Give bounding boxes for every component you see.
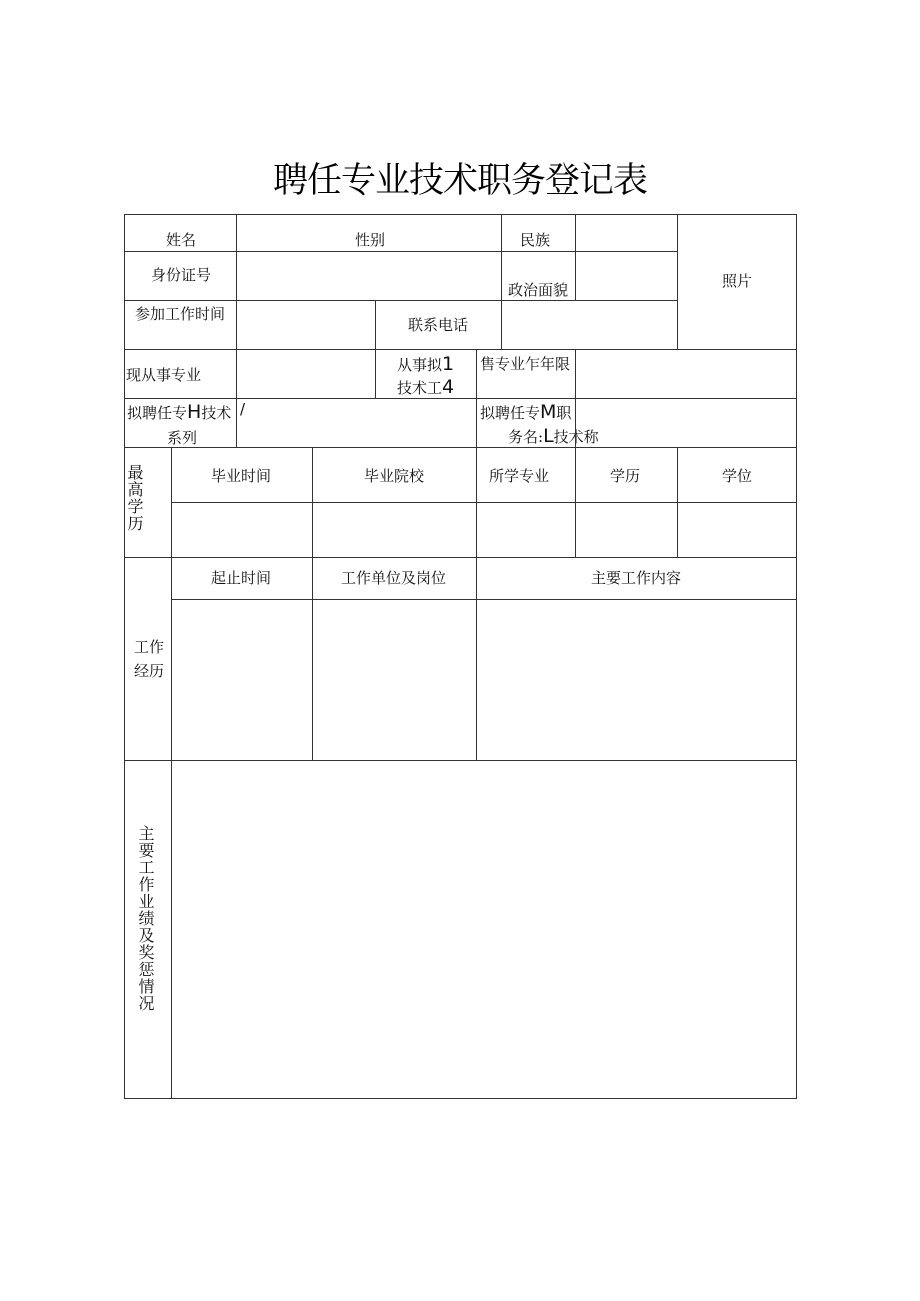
edu-header-grad-time: 毕业时间 (211, 467, 272, 485)
political-status-label-cell (501, 251, 576, 301)
work-header-employer: 工作单位及岗位 (341, 569, 447, 587)
work-header-duties: 主要工作内容 (591, 569, 682, 587)
edu-value-major-cell[interactable] (476, 502, 576, 558)
current-title-label-line2: 技术工4 (397, 376, 455, 398)
gender-label: 性别 (355, 231, 386, 249)
work-header-duties-cell (476, 557, 797, 600)
edu-value-education-cell[interactable] (575, 502, 678, 558)
edu-value-school-cell[interactable] (312, 502, 477, 558)
current-major-value-cell[interactable] (236, 349, 376, 399)
edu-header-major-cell (476, 447, 576, 503)
phone-value-cell[interactable] (501, 300, 678, 350)
work-value-employer-cell[interactable] (312, 599, 477, 761)
ethnicity-label: 民族 (520, 231, 551, 249)
id-number-value-cell[interactable] (236, 251, 502, 301)
political-status-value-cell[interactable] (575, 251, 678, 301)
current-major-label: 现从事专业 (126, 366, 202, 384)
apply-title-label-cell (476, 398, 599, 448)
current-title-label-cell (375, 349, 477, 399)
work-start-label: 参加工作时间 (135, 305, 226, 323)
apply-series-label-cell (124, 398, 237, 448)
apply-title-value-cell[interactable] (575, 398, 797, 448)
current-major-label-cell (124, 349, 237, 399)
apply-series-value-cell[interactable] (236, 398, 477, 448)
edu-header-major: 所学专业 (489, 467, 550, 485)
ethnicity-label-cell (501, 214, 576, 252)
ethnicity-value-cell[interactable] (575, 214, 678, 252)
work-side-label-line1: 工作 (134, 638, 165, 656)
achievements-side-label: 主要工作业绩及奖惩情况 (138, 824, 155, 1013)
work-side-label-line2: 经历 (134, 662, 165, 680)
edu-header-grad-time-cell (171, 447, 313, 503)
phone-label-cell (375, 300, 502, 350)
edu-value-degree-cell[interactable] (677, 502, 797, 558)
name-label: 姓名 (166, 231, 197, 249)
years-in-major-value-cell[interactable] (575, 349, 797, 399)
photo-cell (677, 214, 797, 350)
work-header-employer-cell (312, 557, 477, 600)
political-status-label: 政治面貌 (508, 281, 569, 299)
achievements-side-cell (124, 760, 172, 1099)
phone-label: 联系电话 (408, 316, 469, 334)
id-number-label-cell (124, 251, 237, 301)
years-in-major-label: 售专业乍年限 (480, 355, 571, 373)
edu-header-school-cell (312, 447, 477, 503)
education-side-cell (124, 447, 172, 558)
apply-series-label-line2: 系列 (167, 429, 198, 447)
work-value-duties-cell[interactable] (476, 599, 797, 761)
apply-series-label-line1: 拟聘任专H技术 (127, 401, 232, 423)
name-label-cell (124, 214, 237, 252)
work-start-value-cell[interactable] (236, 300, 376, 350)
name-value-cell[interactable] (236, 214, 502, 252)
edu-header-degree: 学位 (722, 467, 753, 485)
years-in-major-label-cell (476, 349, 576, 399)
work-start-label-cell (124, 300, 237, 350)
apply-title-label-line1: 拟聘任专M职 (480, 401, 572, 423)
edu-header-school: 毕业院校 (364, 467, 425, 485)
edu-value-grad-time-cell[interactable] (171, 502, 313, 558)
form-title: 聘任专业技术职务登记表 (272, 161, 647, 201)
work-header-period-cell (171, 557, 313, 600)
work-value-period-cell[interactable] (171, 599, 313, 761)
achievements-value-cell[interactable] (171, 760, 797, 1099)
edu-header-education: 学历 (610, 467, 641, 485)
work-side-cell (124, 557, 172, 761)
apply-title-label-line2: 务名:L技术称 (508, 425, 599, 447)
work-header-period: 起止时间 (211, 569, 272, 587)
edu-header-degree-cell (677, 447, 797, 503)
current-title-label-line1: 从事拟1 (397, 353, 455, 375)
edu-header-education-cell (575, 447, 678, 503)
photo-label: 照片 (722, 272, 753, 290)
apply-series-slash: / (240, 400, 246, 418)
id-number-label: 身份证号 (151, 266, 212, 284)
education-side-label: 最高学历 (127, 463, 144, 533)
